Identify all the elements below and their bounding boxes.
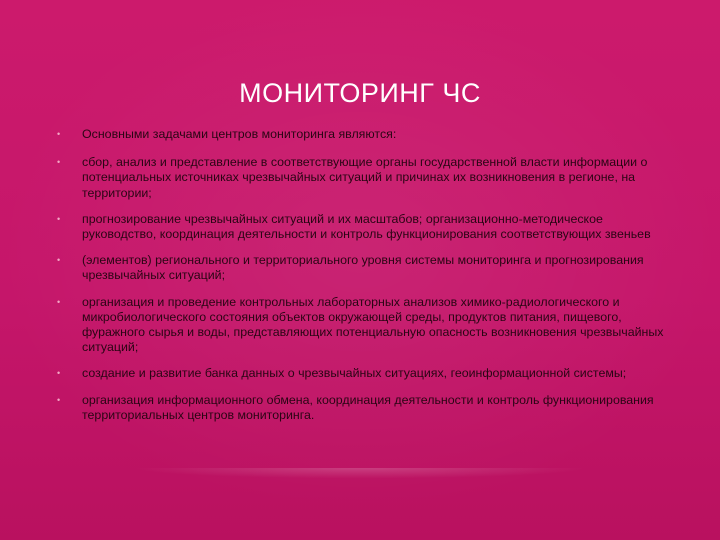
bullet-icon: • (57, 157, 61, 168)
list-item (54, 366, 674, 381)
slide-title: МОНИТОРИНГ ЧС (239, 78, 481, 108)
list-item-text: создание и развитие банка данных о чрезвычайных ситуациях, геоинформационной системы; (82, 366, 627, 381)
bullet-icon: • (57, 368, 61, 379)
list-item (54, 155, 674, 201)
floor-reflection (60, 468, 660, 498)
list-item-text: организация и проведение контрольных лабораторных анализов химико-радиологического и микробиологического состояния объектов окружающей среды, продуктов питания, пищевого, фуражного сырья и воды, представляющих потенциальную опасность возникновения чрезвычайных ситуаций; (82, 294, 664, 355)
bullet-list (54, 127, 674, 432)
list-item (54, 127, 674, 142)
list-item (54, 212, 674, 242)
list-item (54, 253, 674, 283)
list-item-text: прогнозирование чрезвычайных ситуаций и их масштабов; организационно-методическое руководство, координация деятельности и контроль функционирования соответствующих звеньев (82, 211, 651, 242)
bullet-icon: • (57, 213, 61, 224)
bullet-icon: • (57, 255, 61, 266)
bullet-icon: • (57, 296, 61, 307)
list-item-text: организация информационного обмена, координация деятельности и контроль функционирования территориальных центров мониторинга. (82, 392, 654, 422)
list-item-text: сбор, анализ и представление в соответствующие органы государственной власти информации о потенциальных источниках чрезвычайных ситуаций и причинах их возникновения в регионе, на территории; (82, 155, 648, 200)
list-item (54, 393, 674, 423)
list-item-text: Основными задачами центров мониторинга являются: (82, 127, 397, 141)
bullet-icon: • (57, 394, 61, 405)
bullet-icon: • (57, 129, 61, 139)
list-item-text: (элементов) регионального и территориального уровня системы мониторинга и прогнозирования чрезвычайных ситуаций; (82, 253, 644, 283)
list-item (54, 295, 674, 356)
